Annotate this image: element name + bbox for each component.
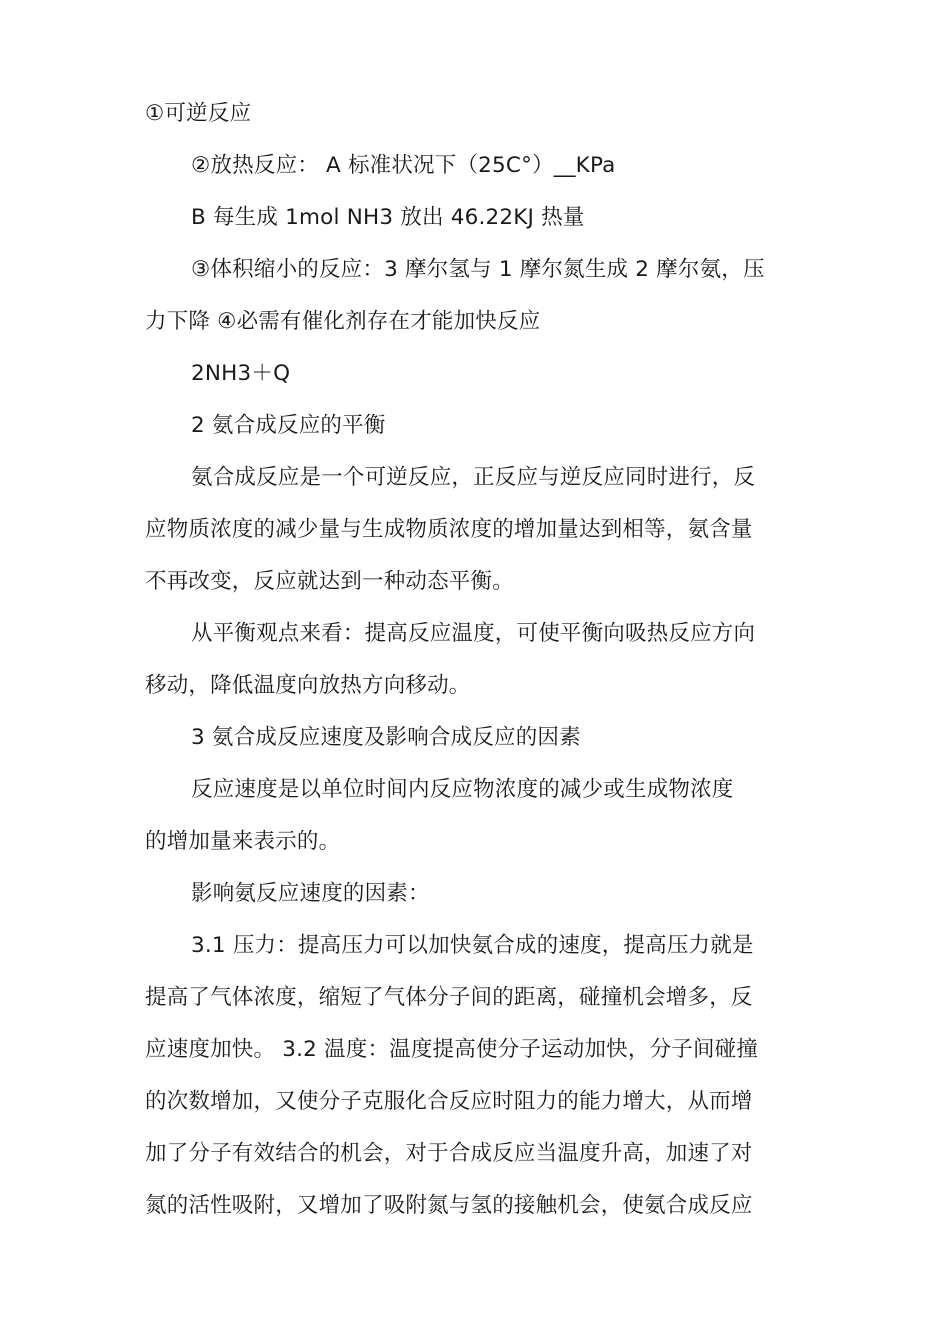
text-line: 加了分子有效结合的机会，对于合成反应当温度升高，加速了对 [145, 1141, 753, 1166]
text-line: 影响氨反应速度的因素： [191, 881, 430, 906]
body-text [145, 88, 817, 1232]
text-line: 从平衡观点来看：提高反应温度，可使平衡向吸热反应方向 [191, 621, 756, 646]
text-line: 氮的活性吸附，又增加了吸附氮与氢的接触机会，使氨合成反应 [145, 1193, 753, 1218]
text-line: 提高了气体浓度，缩短了气体分子间的距离，碰撞机会增多，反 [145, 985, 753, 1010]
text-line: 3.1 压力：提高压力可以加快氨合成的速度，提高压力就是 [191, 933, 754, 958]
text-line: B 每生成 1mol NH3 放出 46.22KJ 热量 [191, 205, 585, 230]
text-line: 的增加量来表示的。 [145, 829, 341, 854]
text-line: 应物质浓度的减少量与生成物质浓度的增加量达到相等，氨含量 [145, 517, 753, 542]
text-line: 不再改变，反应就达到一种动态平衡。 [145, 569, 514, 594]
text-line: 反应速度是以单位时间内反应物浓度的减少或生成物浓度 [191, 777, 734, 802]
text-line: 移动，降低温度向放热方向移动。 [145, 673, 471, 698]
text-line: 3 氨合成反应速度及影响合成反应的因素 [191, 725, 581, 750]
text-line: 应速度加快。 3.2 温度：温度提高使分子运动加快，分子间碰撞 [145, 1037, 759, 1062]
text-line: ①可逆反应 [145, 101, 252, 126]
text-line: 的次数增加，又使分子克服化合反应时阻力的能力增大，从而增 [145, 1089, 753, 1114]
text-line: 2NH3＋Q [191, 361, 291, 386]
text-line: 力下降 ④必需有催化剂存在才能加快反应 [145, 309, 541, 334]
text-line: ②放热反应： A 标准状况下（25C°）__KPa [191, 153, 616, 178]
text-line: 2 氨合成反应的平衡 [191, 413, 386, 438]
text-line: ③体积缩小的反应：3 摩尔氢与 1 摩尔氮生成 2 摩尔氨，压 [191, 257, 765, 282]
text-line: 氨合成反应是一个可逆反应，正反应与逆反应同时进行，反 [191, 465, 756, 490]
